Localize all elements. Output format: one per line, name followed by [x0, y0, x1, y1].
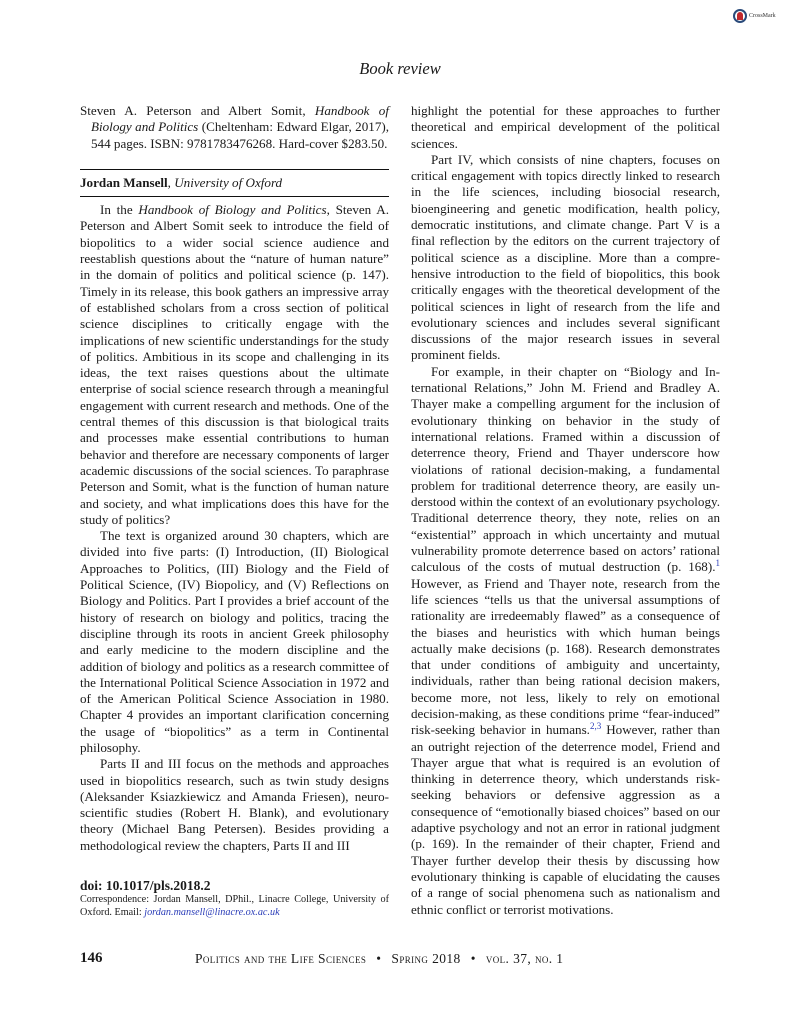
- p1-text: , Steven A. Peterson and Albert Somit seek to introduce the field of biopolitics to a wider social science audience and reestablish questions about the “nature of human nature” in the domain of politics and political science (p. 147). Timely in its release, this book gathers an impressive array of established scholars from a cross section of political science disciplines to critically engage with the implications of new scientific understandings for the study of politics. Ambitious in its scope and challenging in its ideas, the text raises questions about the ultimate enterprise of social science research through a meaningful engagement with current research and methods. One of the central themes of this discussion is that biological traits and processes make essential contributions to human behavior and therefore are necessary components of larger academic discussions of the social sciences. To paraphrase Peterson and Somit, what is the function of human nature and society, and what implications does this have for the study of politics?: [80, 202, 389, 527]
- reviewer-byline: Jordan Mansell, University of Oxford: [80, 174, 283, 190]
- right-column: [411, 103, 720, 918]
- p1-book-title: Handbook of Biology and Politics: [138, 202, 327, 218]
- page-number: 146: [80, 950, 103, 966]
- crossmark-icon: [733, 9, 747, 23]
- paragraph-3: Parts II and III focus on the methods and approaches used in biopolitics research, such as twin study designs (Aleksander Ksiazkiewicz and Amanda Friesen), neuroscientific studies (Robert H. Blank), and evolutionary theory (Michael Bang Petersen). Besides providing a methodological review the chapters, Parts II and III: [80, 756, 389, 853]
- correspondence: [80, 894, 389, 919]
- paragraph-2: The text is organized around 30 chapters, which are divided into five parts: (I) Introduction, (II) Biological Approaches to Politics, (III) Biology and the Field of Political Science, (IV) Biopolicy, and (V) Reflections on Biology and Politics. Part I provides a brief account of the history of research on biology and politics, tracing the discipline through its roots in ancient Greek philosophy and early medicine to the modern discipline and the addition of biology and politics as a research committee of the International Political Science Association in 1972 and of the American Political Science Association in 1980. Chapter 4 provides an important clarification concerning the usage of “biopolitics” as a term in Continental philosophy.: [80, 528, 389, 755]
- correspondence-text: Correspondence: Jordan Mansell, DPhil., Linacre College, University of Oxford. Email:: [80, 894, 389, 918]
- paragraph-continued: highlight the potential for these approaches to further theoretical and empirical development of the political sciences.: [411, 103, 720, 151]
- footnote-ref-1[interactable]: 1: [715, 558, 720, 569]
- book-citation: [80, 103, 389, 152]
- paragraph-4: Part IV, which consists of nine chapters, focuses on critical engagement with topics directly linked to research in the life sciences, including biosocial research, bioengineering and genetic modification, health policy, democratic institutions, and climate change. Part V is a final reflection by the editors on the current trajectory of political science as a discipline. More than a comprehensive introduction to the field of biopolitics, this book critically engages with the theoretical development of the political sciences in light of research from the life and evolutionary sciences and includes several significant discussions of the major research issues in several prominent fields.: [411, 151, 720, 363]
- p5-text-a: For example, in their chapter on “Biology and International Relations,” John M. Friend and Bradley A. Thayer make a compelling argument for the inclusion of evolutionary thinking on behavior in the study of international relations. Framed within a discussion of deterrence theory, Friend and Thayer underscore how violations of rational decision-making, a fundamental problem for traditional deterrence theory, are easily understood within the context of an evolutionary psychology. Traditional deterrence theory, they note, relies on an “existential” approach in which uncertainty and mutual vulnerability promote deterrence based on actors’ rational calculous of the costs of mutual destruction (p. 168).: [411, 363, 720, 575]
- paragraph-5: [411, 364, 720, 918]
- citation-authors: Steven A. Peterson and Albert Somit,: [80, 103, 315, 118]
- p5-text-b: However, as Friend and Thayer note, research from the life sciences “tells us that the universal assumptions of rationality are irredeemably flawed” as a consequence of the biases and heuristics with which human beings actually make decisions (p. 168). Research demonstrates that under conditions of ambiguity and uncertainty, individuals, rather than being rational decision makers, become more, not less, likely to rely on emotional decision-making, as these conditions prime “fear-induced” risk-seeking behavior in humans.: [411, 575, 720, 738]
- p5-text-c: However, rather than an outright rejection of the deterrence model, Friend and Thayer argue that what is required is an evolution of thinking in deterrence theory, which understands risk-seeking behaviors or defensive aggression as a consequence of “emotionally biased choices” based on our adaptive psychology and not an error in rational judgment (p. 169). In the remainder of their chapter, Friend and Thayer further develop their thesis by discussing how evolutionary thinking is capable of elucidating the causes of a range of social phenomena such as nationalism and ethnic conflict or terrorist motivations.: [411, 722, 720, 917]
- issue-date: Spring 2018: [391, 951, 461, 966]
- journal-name: Politics and the Life Sciences: [195, 951, 367, 966]
- reviewer-affiliation: University of Oxford: [174, 174, 283, 190]
- journal-info: [195, 951, 563, 967]
- crossmark-badge[interactable]: [733, 9, 776, 23]
- bullet-separator: •: [376, 951, 382, 966]
- paragraph-1: [80, 202, 389, 528]
- citation-details: (Cheltenham: Edward Elgar, 2017), 544 pages. ISBN: 9781783476268. Hard-cover $283.50.: [91, 119, 389, 151]
- crossmark-label: CrossMark: [749, 13, 776, 19]
- citation-title: Handbook of Biology and Politics: [91, 103, 389, 135]
- p1-lead: In the: [100, 202, 139, 218]
- doi: doi: 10.1017/pls.2018.2: [80, 878, 211, 893]
- left-column: [80, 103, 389, 854]
- email-link[interactable]: jordan.mansell@linacre.ox.ac.uk: [144, 906, 280, 918]
- volume-number: vol. 37, no. 1: [485, 951, 564, 966]
- running-head: Book review: [359, 59, 441, 78]
- article-info: [80, 878, 389, 919]
- reviewer-name: Jordan Mansell: [80, 174, 168, 190]
- bullet-separator: •: [470, 951, 476, 966]
- footnote-ref-2-3[interactable]: 2,3: [589, 721, 602, 732]
